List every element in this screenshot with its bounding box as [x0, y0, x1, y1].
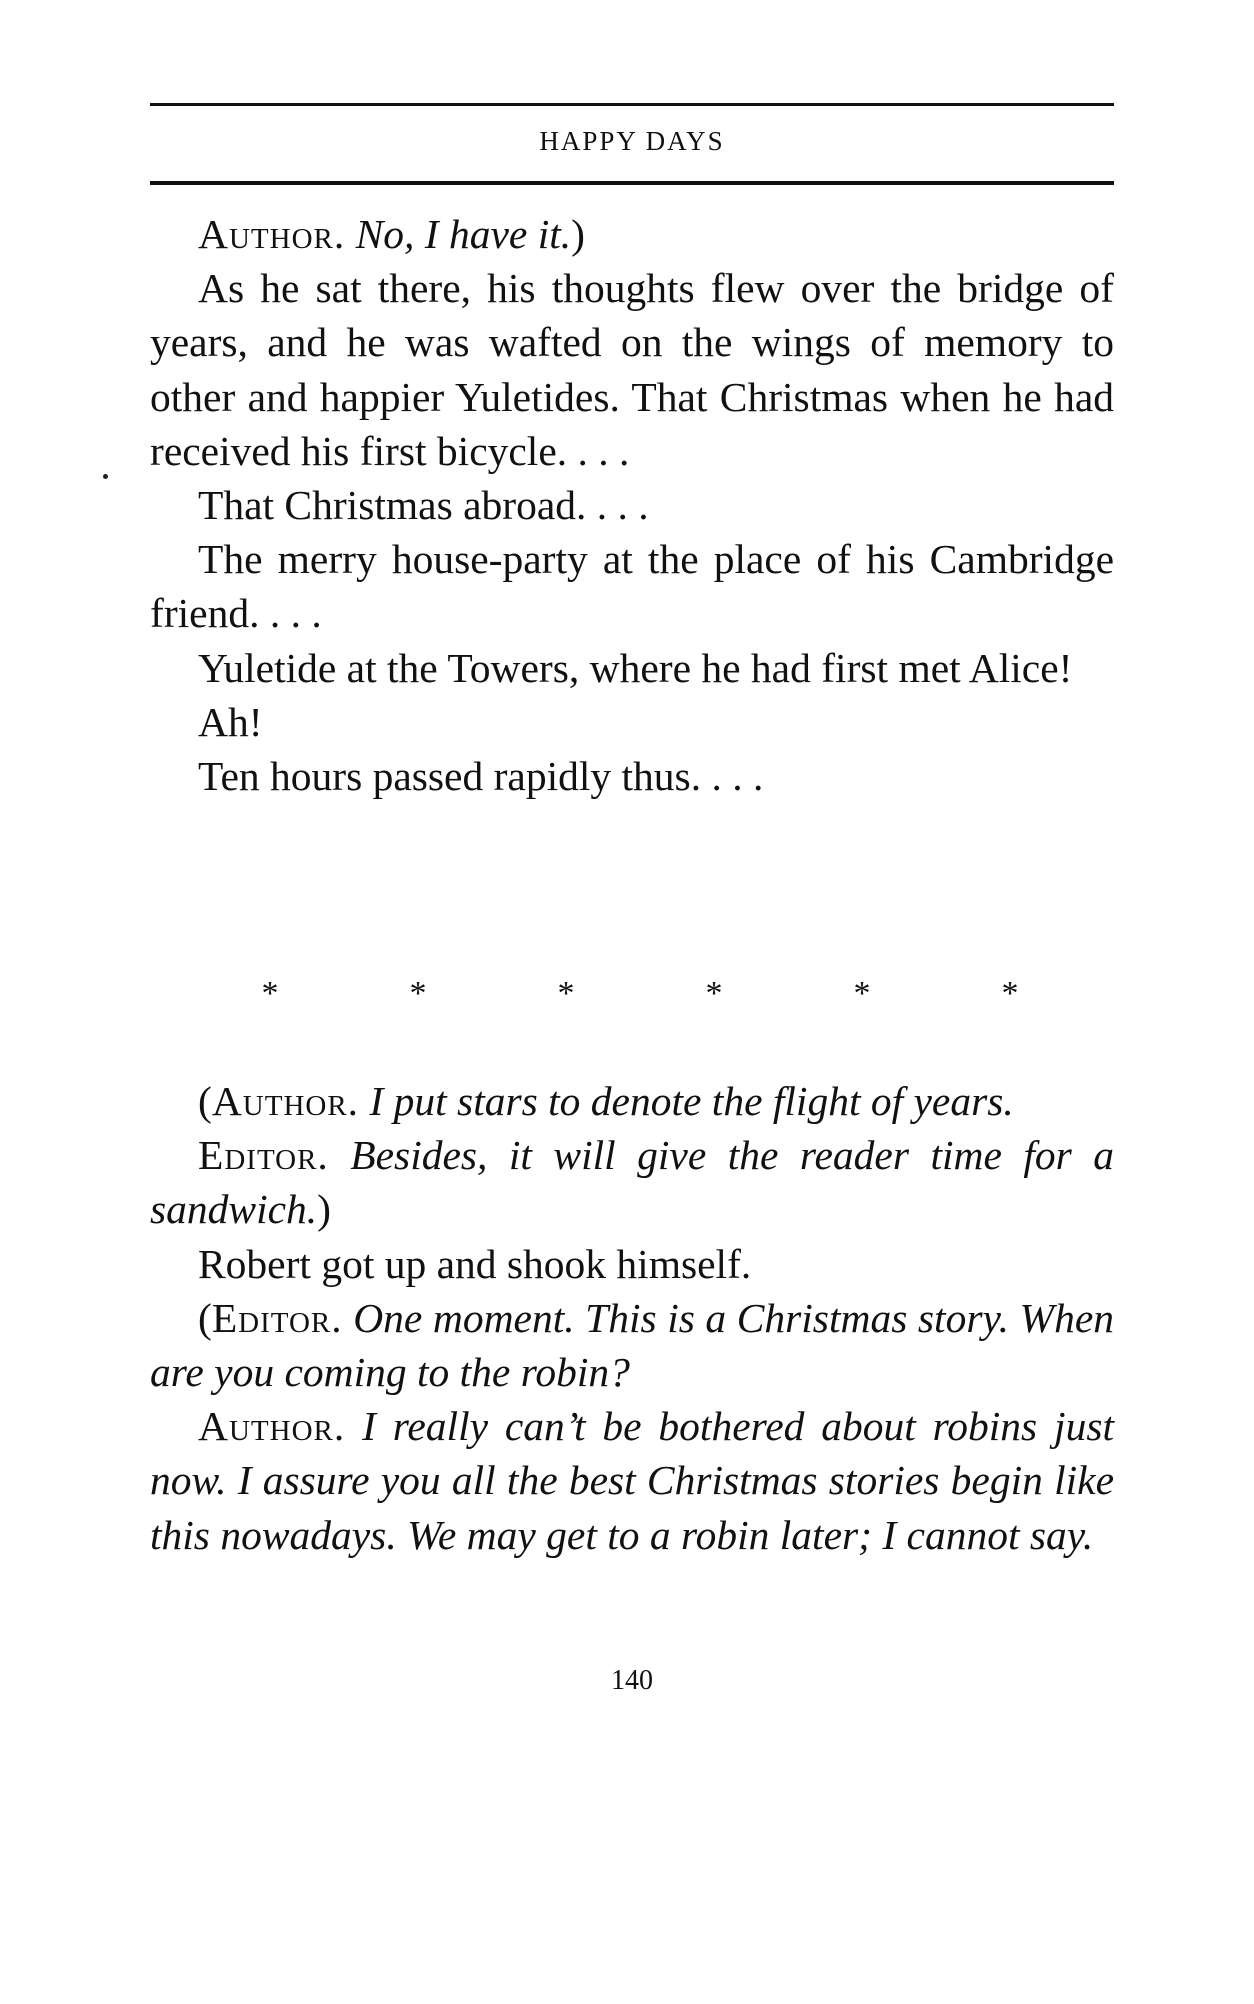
opening-paren: ( [198, 1294, 212, 1341]
running-head: HAPPY DAYS [539, 126, 725, 156]
paragraph-author-stars [150, 1074, 1114, 1128]
author-speech: I put stars to denote the flight of years. [369, 1078, 1014, 1124]
speaker-editor: Editor. [211, 1294, 343, 1341]
paragraph-towers: Yuletide at the Towers, where he had first met Alice! [198, 644, 1073, 691]
closing-paren: ) [571, 211, 585, 257]
editor-speech: Besides, it will give the reader time for a sandwich. [150, 1132, 1114, 1233]
header-rule-top [150, 103, 1114, 106]
speaker-author: Author. [198, 211, 346, 257]
paragraph-author-robins [150, 1399, 1114, 1562]
paragraph-editor-sandwich [150, 1128, 1114, 1236]
paragraph-editor-robin [150, 1291, 1114, 1399]
paragraph-author-line [150, 207, 1114, 261]
star-glyph: * [557, 975, 575, 1012]
paragraph-house-party: The merry house-party at the place of his Cambridge friend. . . . [150, 536, 1114, 637]
paragraph-reminiscence: As he sat there, his thoughts flew over the bridge of years, and he was wafted on the wings of memory to other and happier Yuletides. That Christmas when he had received his first bicycle. . . . [150, 265, 1114, 474]
header-rule-bottom [150, 181, 1114, 185]
ink-speck [103, 474, 108, 479]
star-glyph: * [261, 975, 279, 1012]
speaker-editor: Editor. [198, 1132, 329, 1179]
star-glyph: * [853, 975, 871, 1012]
body-text-upper [150, 207, 1114, 803]
page-number: 140 [611, 1665, 653, 1696]
editor-speech: One moment. This is a Christmas story. When are you coming to the robin? [150, 1294, 1115, 1396]
paragraph-ah: Ah! [198, 698, 263, 745]
paragraph-robert: Robert got up and shook himself. [198, 1240, 752, 1287]
closing-paren: ) [317, 1186, 331, 1233]
paragraph-christmas-abroad: That Christmas abroad. . . . [198, 482, 649, 529]
star-glyph: * [409, 975, 427, 1012]
paragraph-ten-hours: Ten hours passed rapidly thus. . . . [198, 753, 764, 800]
star-glyph: * [705, 975, 723, 1012]
star-glyph: * [1001, 975, 1019, 1012]
author-speech: No, I have it. [355, 211, 572, 257]
author-speech: I really can’t be bothered about robins just now. I assure you all the best Christmas stories begin like this nowadays. We may get to a robin later; I cannot say. [150, 1403, 1114, 1558]
section-break-stars [200, 975, 1080, 1013]
opening-paren: ( [198, 1078, 212, 1124]
speaker-author: Author. [211, 1078, 360, 1124]
body-text-lower [150, 1074, 1114, 1562]
speaker-author: Author. [198, 1403, 346, 1450]
